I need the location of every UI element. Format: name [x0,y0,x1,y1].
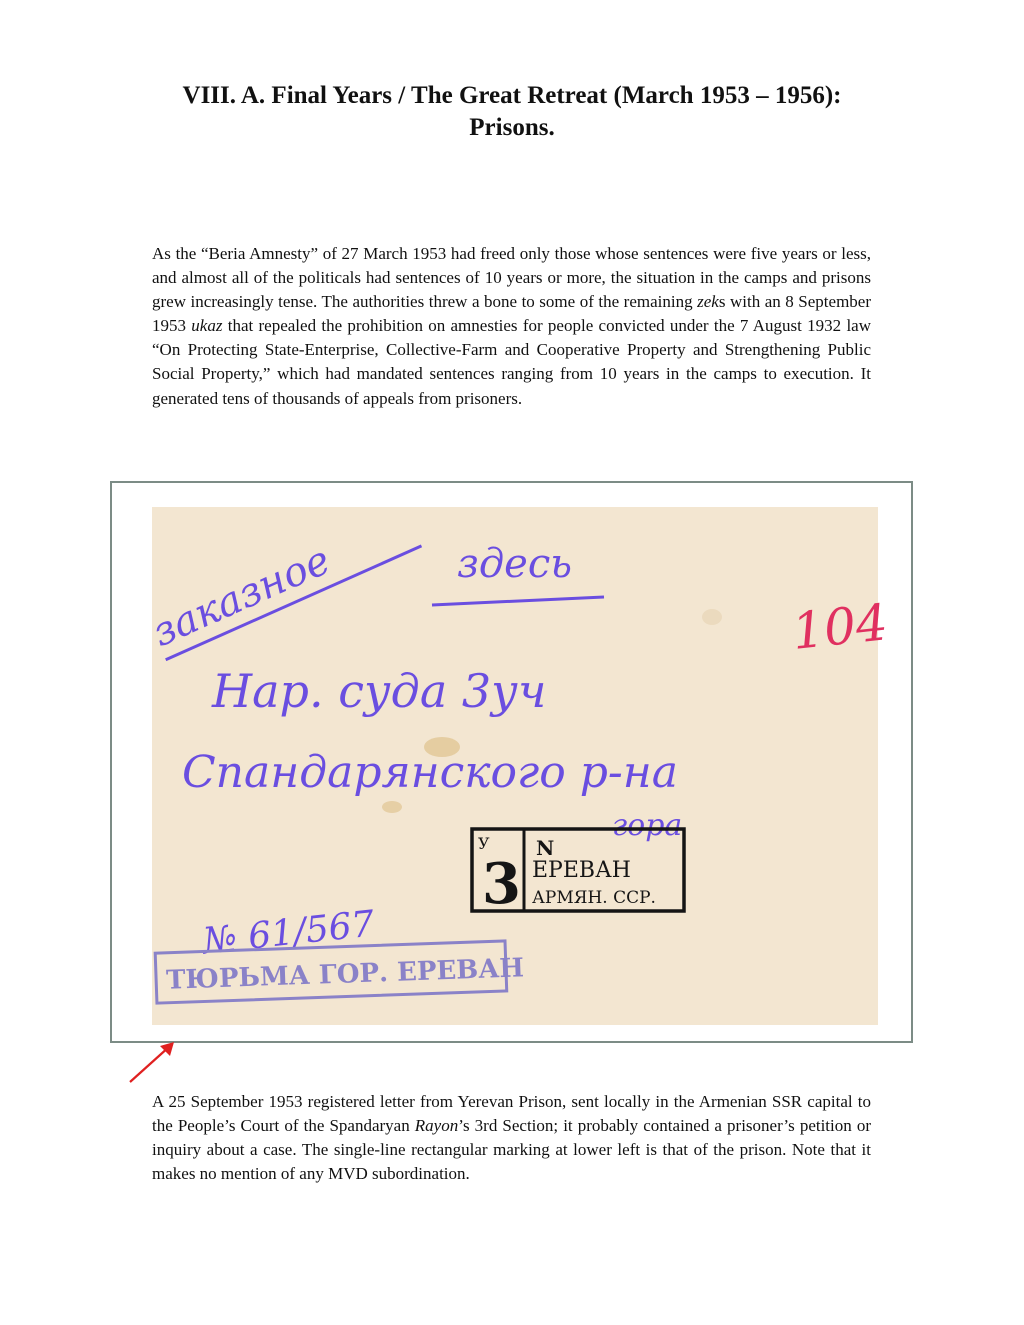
caption-text-2: ’s 3rd Section; it probably contained a prisoner’s petition or inquiry about a case. The single-line rectangular marking at lower left is that of the prison. Note that it makes no mention of any MVD subordination. [152,1116,871,1183]
prison-stamp-text: ТЮРЬМА ГОР. ЕРЕВАН [165,953,525,996]
page-title [120,80,904,144]
red-arrow-icon [126,1040,178,1086]
reg-label-u: У [478,834,490,853]
red-number: 104 [789,593,891,661]
intro-text-2: s with an 8 September 1953 [152,292,871,336]
intro-paragraph [152,242,871,411]
registered-mark: заказное [145,537,338,657]
reg-label-republic: АРМЯН. ССР. [532,888,656,908]
reg-label-section: 3 [482,851,521,917]
intro-ukaz: ukaz [191,316,223,336]
envelope-cover [145,507,891,1025]
address-line-2: Спандарянского р-на [182,747,678,798]
caption-text-1: A 25 September 1953 registered letter from Yerevan Prison, sent locally in the Armenian SSR capital to the People’s Court of the Spandaryan [152,1092,871,1135]
cover-caption [152,1090,871,1186]
reg-label-city: ЕРЕВАН [532,858,631,883]
address-line-1: Нар. суда 3уч [212,664,547,718]
local-mark: здесь [457,541,573,587]
title-line-2: Prisons. [469,114,555,141]
caption-rayon: Rayon [414,1116,459,1135]
intro-text-3: that repealed the prohibition on amnesties for people convicted under the 7 August 1932 law “On Protecting State-Enterprise, Collective-Farm and Cooperative Property and Strengthening Public Social Property,” which had mandated sentences ranging from 10 years in the camps to execution. It generated tens of thousands of appeals from prisoners. [152,316,871,408]
file-number: № 61/567 [200,903,377,963]
title-line-1: VIII. A. Final Years / The Great Retreat (March 1953 – 1956): [182,82,842,109]
intro-zek: zek [697,292,719,312]
intro-text-1: As the “Beria Amnesty” of 27 March 1953 had freed only those whose sentences were five years or less, and almost all of the politicals had sentences of 10 years or more, the situation in the camps and prisons grew increasingly tense. The authorities threw a bone to some of the remaining [152,244,871,312]
cover-figure-frame [110,481,913,1043]
envelope-markings [145,507,891,1025]
address-line-3: гора [612,808,683,843]
prison-stamp [155,940,525,1003]
reg-label-no: N [536,836,555,860]
